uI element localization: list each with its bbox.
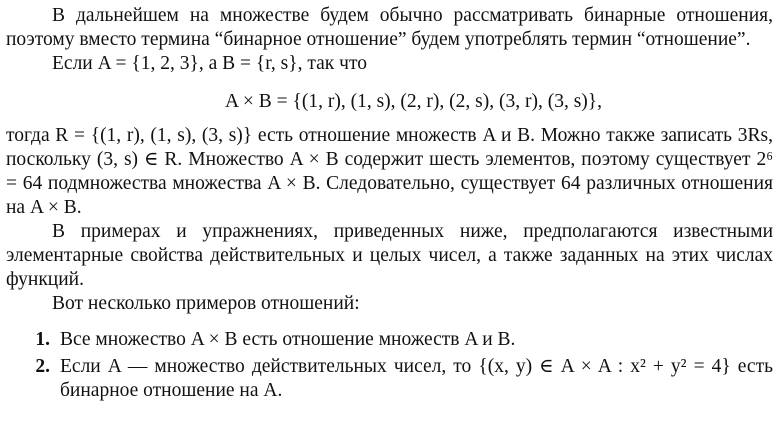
paragraph-assumptions: В примерах и упражнениях, приведенных ниже, предполагаются известными элементарные свойства действительных и целых чисел, а также заданных на этих числах функций.: [6, 221, 773, 290]
list-item: [6, 328, 773, 352]
list-item: [6, 355, 773, 403]
paragraph-example-sets: Если A = {1, 2, 3}, а B = {r, s}, так что: [52, 53, 367, 74]
list-item-text: Если A — множество действительных чисел, то {(x, y) ∈ A × A : x² + y² = 4} есть бинарное отношение на A.: [60, 356, 773, 401]
list-item-text: Все множество A × B есть отношение множеств A и B.: [60, 329, 516, 350]
paragraph-binary-relations: В дальнейшем на множестве будем обычно рассматривать бинарные отношения, поэтому вместо термина “бинарное отношение” будем употреблять термин “отношение”.: [6, 5, 773, 50]
examples-list: [6, 328, 773, 403]
cartesian-product-formula: A × B = {(1, r), (1, s), (2, r), (2, s), (3, r), (3, s)},: [224, 91, 603, 112]
list-item-number: 2.: [35, 356, 50, 377]
list-item-number: 1.: [35, 329, 50, 350]
paragraph-examples-intro: Вот несколько примеров отношений:: [52, 293, 360, 314]
paragraph-relation-r: тогда R = {(1, r), (1, s), (3, s)} есть отношение множеств A и B. Можно также записать 3Rs, поскольку (3, s) ∈ R. Множество A × B содержит шесть элементов, поэтому существует 2⁶ = 64 подмножества множества A × B. Следовательно, существует 64 различных отношения на A × B.: [6, 125, 773, 218]
